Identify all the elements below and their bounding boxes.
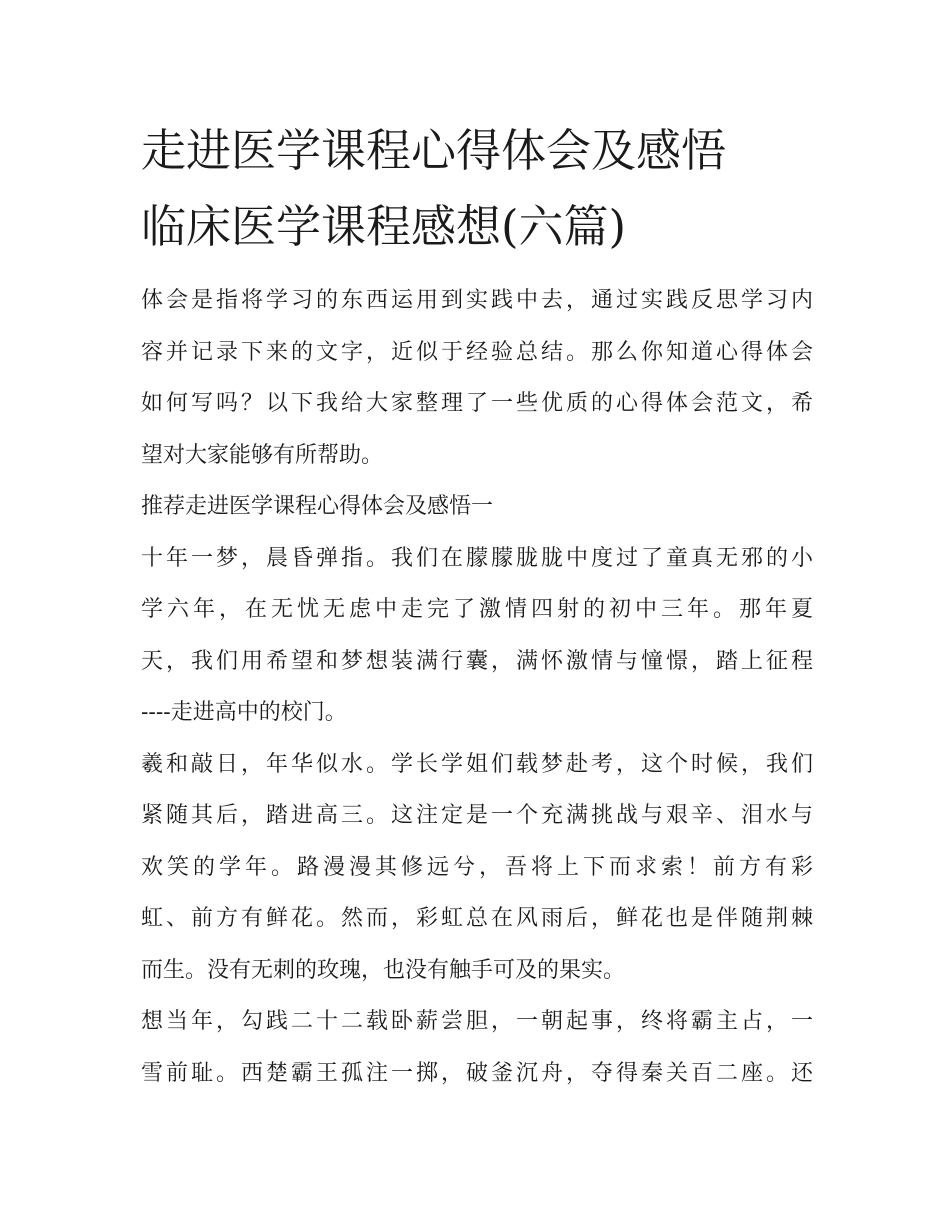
text-line: ----走进高中的校门。 [141,700,347,725]
text-line: 雪前耻。西楚霸王孤注一掷，破釜沉舟，夺得秦关百二座。还 [141,1060,813,1086]
paragraph [141,533,813,739]
text-line: 羲和敲日，年华似水。学长学姐们载梦赴考，这个时候，我们 [141,751,813,777]
text-line: 如何写吗？以下我给大家整理了一些优质的心得体会范文，希 [141,391,813,416]
paragraph-intro [141,275,813,481]
text-line: 体会是指将学习的东西运用到实践中去，通过实践反思学习内 [141,288,813,313]
text-line: 推荐走进医学课程心得体会及感悟一 [141,494,494,519]
text-line: 欢笑的学年。路漫漫其修远兮，吾将上下而求索！前方有彩 [141,854,813,880]
text-line: 十年一梦，晨昏弹指。我们在朦朦胧胧中度过了童真无邪的小 [141,545,813,571]
document-body [141,275,813,1099]
document-title [141,113,813,265]
document-page [141,113,813,1099]
section-heading [141,481,813,533]
title-line: 走进医学课程心得体会及感悟 [141,124,727,177]
text-line: 学六年，在无忧无虑中走完了激情四射的初中三年。那年夏 [141,597,813,622]
text-line: 虹、前方有鲜花。然而，彩虹总在风雨后，鲜花也是伴随荆棘 [141,906,813,931]
text-line: 紧随其后，踏进高三。这注定是一个充满挑战与艰辛、泪水与 [141,803,813,828]
title-line: 临床医学课程感想(六篇) [141,200,627,253]
text-line: 容并记录下来的文字，近似于经验总结。那么你知道心得体会 [141,339,813,365]
text-line: 想当年，勾践二十二载卧薪尝胆，一朝起事，终将霸主占，一 [141,1009,813,1034]
text-line: 望对大家能够有所帮助。 [141,442,384,468]
paragraph [141,996,813,1099]
paragraph [141,739,813,997]
text-line: 天，我们用希望和梦想装满行囊，满怀激情与憧憬，踏上征程 [141,648,813,674]
text-line: 而生。没有无刺的玫瑰，也没有触手可及的果实。 [141,957,626,983]
